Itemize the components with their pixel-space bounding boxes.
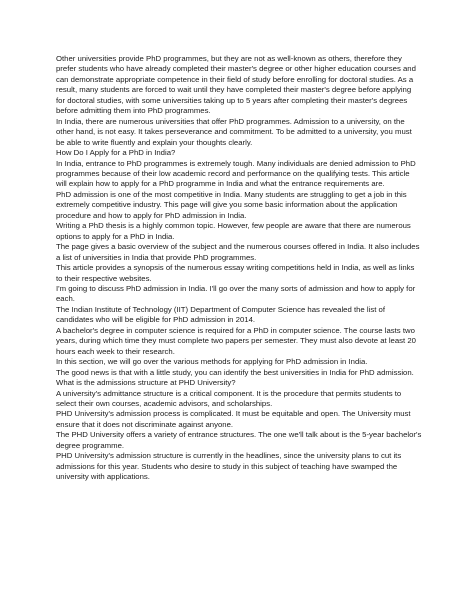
- paragraph: This article provides a synopsis of the numerous essay writing competitions held in India, as well as links to their respective websites.: [56, 263, 415, 283]
- document-body: [56, 54, 422, 483]
- paragraph: PHD University's admission process is complicated. It must be equitable and open. The University must ensure that it does not discriminate against anyone.: [56, 409, 411, 429]
- heading-admissions-structure: What is the admissions structure at PHD University?: [56, 378, 236, 388]
- paragraph: In India, entrance to PhD programmes is extremely tough. Many individuals are denied admission to PhD programmes because of their low academic record and performance on the qualifying tests. This article will explain how to apply for a PhD programme in India and what the entrance requirements are.: [56, 158, 416, 189]
- paragraph: Writing a PhD thesis is a highly common topic. However, few people are aware that there are numerous options to apply for a PhD in India.: [56, 221, 411, 241]
- paragraph: The good news is that with a little study, you can identify the best universities in India for PhD admission.: [56, 367, 414, 377]
- paragraph: The PHD University offers a variety of entrance structures. The one we'll talk about is the 5-year bachelor's degree programme.: [56, 430, 422, 450]
- paragraph: The Indian Institute of Technology (IIT) Department of Computer Science has revealed the list of candidates who will be eligible for PhD admission in 2014.: [56, 304, 385, 325]
- heading-how-to-apply: How Do I Apply for a PhD in India?: [56, 148, 176, 158]
- paragraph: A university's admittance structure is a critical component. It is the procedure that permits students to select their own courses, academic advisors, and scholarships.: [56, 388, 402, 408]
- paragraph: I'm going to discuss PhD admission in India. I'll go over the many sorts of admission and how to apply for each.: [56, 283, 416, 304]
- paragraph: In India, there are numerous universities that offer PhD programmes. Admission to a university, on the other hand, is not easy. It takes perseverance and commitment. To be admitted to a university, you must be able to write fluently and explain your thoughts clearly.: [56, 116, 412, 147]
- paragraph: In this section, we will go over the various methods for applying for PhD admission in India.: [56, 357, 368, 367]
- paragraph: PhD admission is one of the most competitive in India. Many students are struggling to get a job in this extremely competitive industry. This page will give you some basic information about the application procedure and how to apply for PhD admission in India.: [56, 189, 407, 220]
- paragraph: The page gives a basic overview of the subject and the numerous courses offered in India. It also includes a list of universities in India that provide PhD programmes.: [56, 242, 420, 262]
- paragraph: Other universities provide PhD programmes, but they are not as well-known as others, therefore they prefer students who have already completed their master's degree or other higher education courses and can demonstrate appropriate competence in their field of study before enrolling for doctoral studies. As a result, many students are forced to wait until they have completed their master's degree before applying for doctoral studies, with some universities taking up to 5 years after completing their master's degrees before admitting them into PhD programmes.: [56, 54, 416, 116]
- paragraph: PHD University's admission structure is currently in the headlines, since the university plans to cut its admissions for this year. Students who desire to study in this subject of teaching have swamped the university with applications.: [56, 451, 402, 482]
- paragraph: A bachelor's degree in computer science is required for a PhD in computer science. The course lasts two years, during which time they must complete two papers per semester. They must also devote at least 20 hours each week to their research.: [56, 325, 416, 356]
